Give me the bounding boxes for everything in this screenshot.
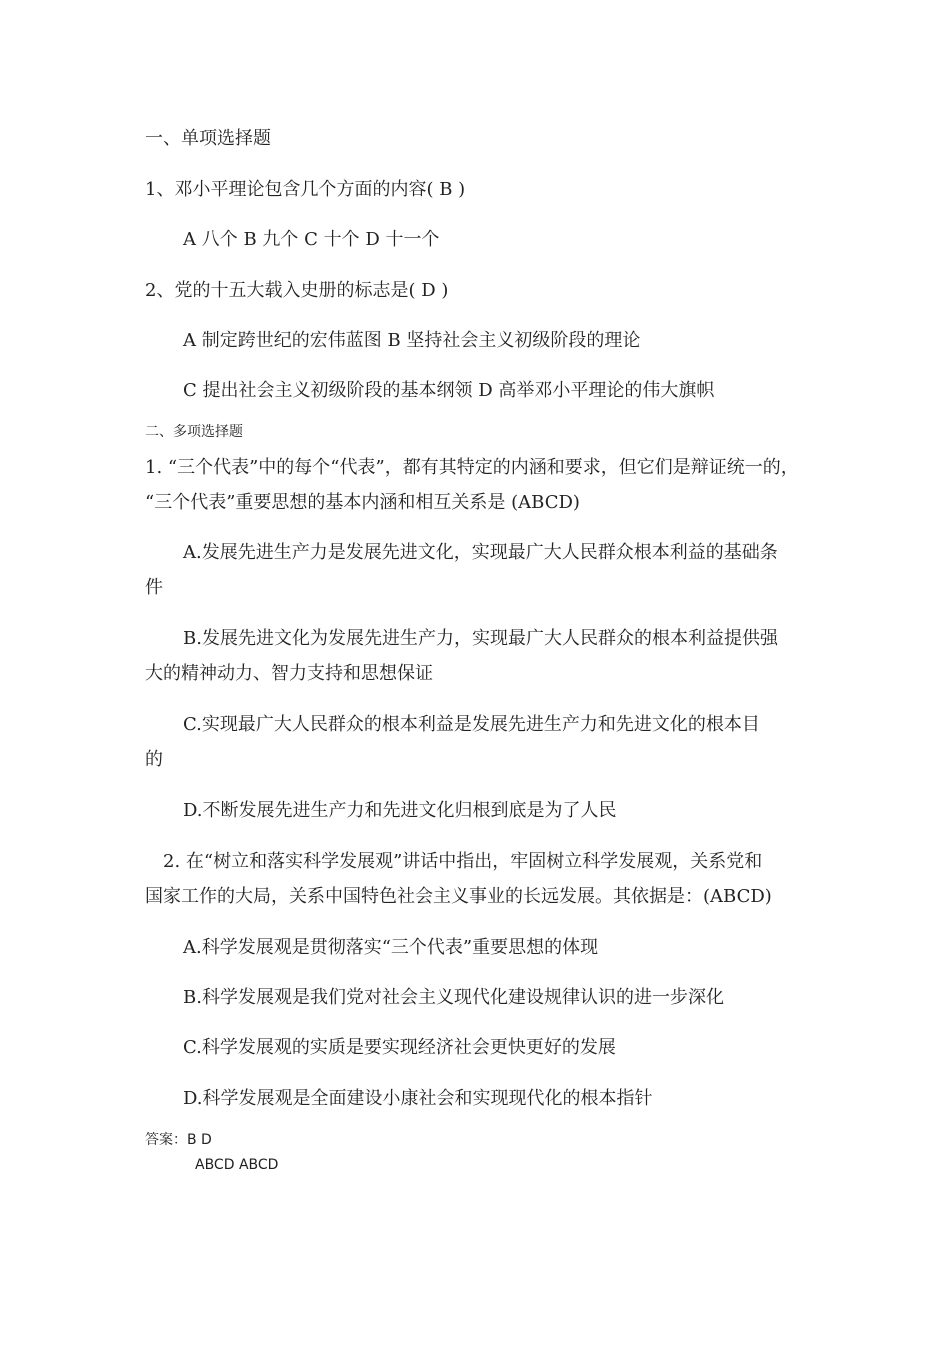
s2-q2-question-line2: 国家工作的大局，关系中国特色社会主义事业的长远发展。其依据是：(ABCD) — [145, 886, 772, 907]
s2-q2-option-c: C.科学发展观的实质是要实现经济社会更快更好的发展 — [183, 1037, 616, 1058]
s2-q1-option-c-line2: 的 — [145, 749, 163, 770]
s2-q1-option-d: D.不断发展先进生产力和先进文化归根到底是为了人民 — [183, 800, 617, 821]
s2-q2-option-a: A.科学发展观是贯彻落实“三个代表”重要思想的体现 — [183, 937, 599, 958]
s2-q2-option-b: B.科学发展观是我们党对社会主义现代化建设规律认识的进一步深化 — [183, 987, 724, 1008]
s2-q1-question-line2: “三个代表”重要思想的基本内涵和相互关系是 (ABCD) — [145, 492, 580, 513]
s2-q2-option-d: D.科学发展观是全面建设小康社会和实现现代化的根本指针 — [183, 1088, 653, 1109]
answers-second-line: ABCD ABCD — [195, 1157, 279, 1173]
s1-q1-question: 1、邓小平理论包含几个方面的内容( B ) — [145, 179, 466, 200]
s1-q2-options-line2: C 提出社会主义初级阶段的基本纲领 D 高举邓小平理论的伟大旗帜 — [183, 380, 715, 401]
s2-q1-option-b-line1: B.发展先进文化为发展先进生产力，实现最广大人民群众的根本利益提供强 — [183, 628, 778, 649]
section1-heading: 一、单项选择题 — [145, 128, 271, 149]
s2-q1-option-a-line2: 件 — [145, 577, 163, 598]
s1-q2-options-line1: A 制定跨世纪的宏伟蓝图 B 坚持社会主义初级阶段的理论 — [183, 330, 641, 351]
s2-q1-option-c-line1: C.实现最广大人民群众的根本利益是发展先进生产力和先进文化的根本目 — [183, 714, 760, 735]
answers-label-line: 答案：B D — [145, 1132, 212, 1148]
s2-q1-question-line1: 1. “三个代表”中的每个“代表”，都有其特定的内涵和要求，但它们是辩证统一的， — [145, 457, 799, 478]
s2-q1-option-b-line2: 大的精神动力、智力支持和思想保证 — [145, 663, 433, 684]
s2-q1-option-a-line1: A.发展先进生产力是发展先进文化，实现最广大人民群众根本利益的基础条 — [183, 542, 778, 563]
section2-heading: 二、多项选择题 — [145, 424, 243, 440]
s1-q1-options: A 八个 B 九个 C 十个 D 十一个 — [183, 229, 440, 250]
s1-q2-question: 2、党的十五大载入史册的标志是( D ) — [145, 280, 449, 301]
s2-q2-question-line1: 2. 在“树立和落实科学发展观”讲话中指出，牢固树立科学发展观，关系党和 — [163, 851, 763, 872]
